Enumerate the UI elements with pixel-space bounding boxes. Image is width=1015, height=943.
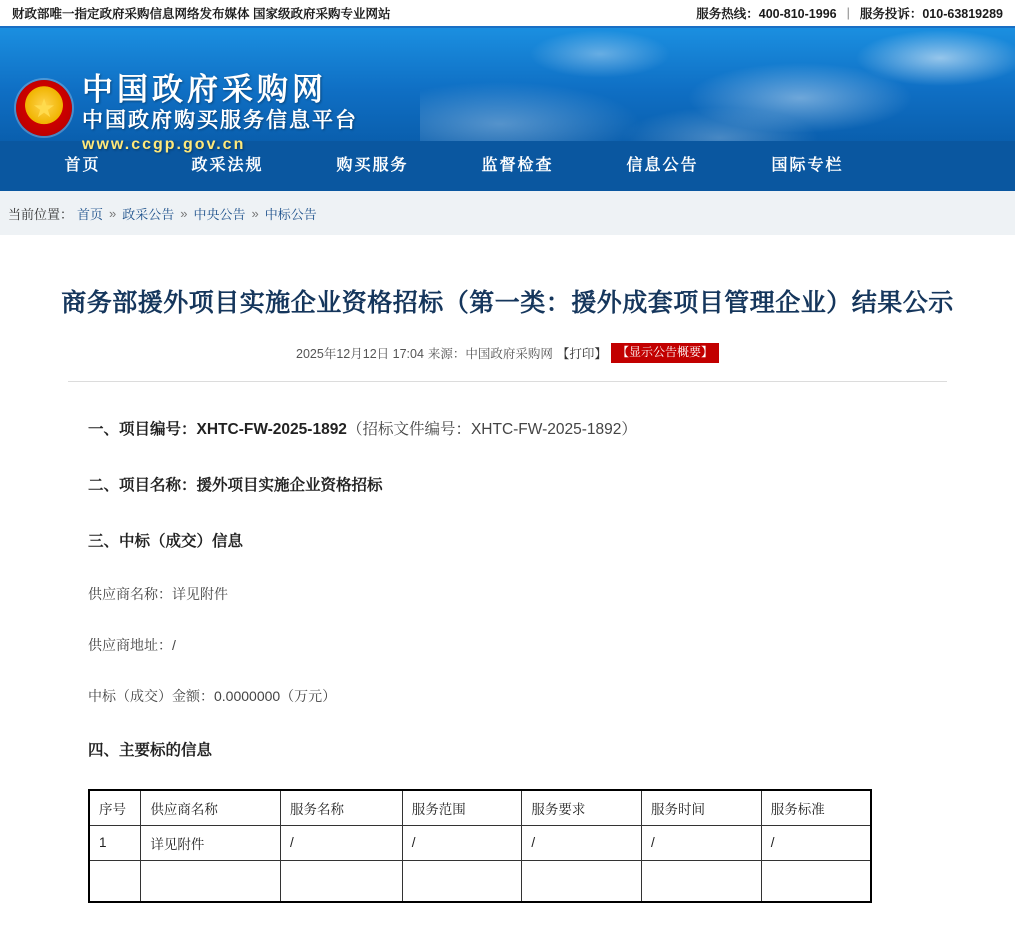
section-project-number	[88, 416, 927, 444]
breadcrumb-item-home[interactable]: 首页	[77, 206, 104, 222]
cell-service-name: /	[281, 825, 403, 860]
cell-service-time: /	[642, 825, 762, 860]
supplier-name-line: 供应商名称：详见附件	[88, 585, 228, 602]
contact-separator: |	[846, 6, 850, 20]
national-emblem-icon: ★	[16, 80, 72, 136]
main-subject-table	[88, 789, 872, 904]
breadcrumb-item-central-notice[interactable]: 中央公告	[193, 206, 246, 222]
service-complaint: 服务投诉：010-63819289	[859, 7, 1003, 21]
section-award-info: 三、中标（成交）信息	[88, 532, 244, 550]
cell-index: 1	[89, 825, 141, 860]
service-contacts	[696, 4, 1003, 22]
cell-service-time	[642, 860, 762, 902]
table-row	[89, 825, 871, 860]
cell-service-requirement: /	[522, 825, 642, 860]
supplier-address-line: 供应商地址：/	[88, 636, 176, 653]
cell-service-scope: /	[402, 825, 522, 860]
award-amount-line: 中标（成交）金额：0.0000000（万元）	[88, 687, 337, 704]
cell-index	[89, 860, 141, 902]
site-slogan: 财政部唯一指定政府采购信息网络发布媒体 国家级政府采购专业网站	[12, 7, 391, 21]
nav-item-home[interactable]: 首页	[64, 157, 101, 174]
breadcrumb-item-procurement-notice[interactable]: 政采公告	[122, 206, 175, 222]
top-info-bar	[0, 0, 1015, 28]
section-main-subject: 四、主要标的信息	[88, 742, 213, 760]
document-meta	[48, 343, 967, 363]
breadcrumb-arrow-icon: »	[180, 205, 188, 221]
table-header-row	[89, 790, 871, 826]
print-link[interactable]: 【打印】	[556, 347, 607, 362]
cell-supplier	[141, 860, 281, 902]
breadcrumb-arrow-icon: »	[109, 205, 117, 221]
table-header-service-standard: 服务标准	[761, 790, 871, 826]
section-project-name: 二、项目名称：援外项目实施企业资格招标	[88, 476, 383, 494]
banner-title	[82, 74, 358, 154]
cell-supplier: 详见附件	[141, 825, 281, 860]
table-header-supplier: 供应商名称	[141, 790, 281, 826]
nav-item-announcements[interactable]: 信息公告	[626, 157, 699, 174]
banner-title-line2: 中国政府购买服务信息平台	[82, 108, 358, 132]
document-body	[48, 382, 967, 904]
table-header-service-time: 服务时间	[642, 790, 762, 826]
cell-service-name	[281, 860, 403, 902]
section-project-number-note: （招标文件编号：XHTC-FW-2025-1892）	[346, 420, 637, 438]
nav-item-supervision[interactable]: 监督检查	[481, 157, 554, 174]
cell-service-standard	[761, 860, 871, 902]
table-header-service-requirement: 服务要求	[522, 790, 642, 826]
content-card	[8, 235, 1007, 943]
show-summary-button[interactable]: 【显示公告概要】	[611, 343, 719, 363]
cell-service-scope	[402, 860, 522, 902]
publish-source: 来源：中国政府采购网	[427, 347, 553, 362]
nav-item-regulations[interactable]: 政采法规	[191, 157, 264, 174]
table-header-service-scope: 服务范围	[402, 790, 522, 826]
publish-date: 2025年12月12日 17:04	[296, 347, 424, 362]
table-header-index: 序号	[89, 790, 141, 826]
section-project-number-bold: 一、项目编号：XHTC-FW-2025-1892	[88, 420, 347, 438]
nav-item-international[interactable]: 国际专栏	[771, 157, 844, 174]
site-banner	[0, 28, 1015, 153]
service-hotline: 服务热线：400-810-1996	[696, 7, 837, 21]
table-row	[89, 860, 871, 902]
breadcrumb-item-award-notice[interactable]: 中标公告	[264, 206, 317, 222]
cloud-background	[420, 28, 1015, 141]
table-header-service-name: 服务名称	[281, 790, 403, 826]
nav-item-purchase-services[interactable]: 购买服务	[336, 157, 409, 174]
breadcrumb-prefix: 当前位置：	[8, 206, 74, 222]
page-title: 商务部援外项目实施企业资格招标（第一类：援外成套项目管理企业）结果公示	[61, 289, 954, 317]
breadcrumb-arrow-icon: »	[251, 205, 259, 221]
banner-site-url: www.ccgp.gov.cn	[82, 135, 246, 153]
breadcrumb	[0, 191, 1015, 235]
banner-title-line1: 中国政府采购网	[82, 72, 327, 107]
cell-service-standard: /	[761, 825, 871, 860]
cell-service-requirement	[522, 860, 642, 902]
